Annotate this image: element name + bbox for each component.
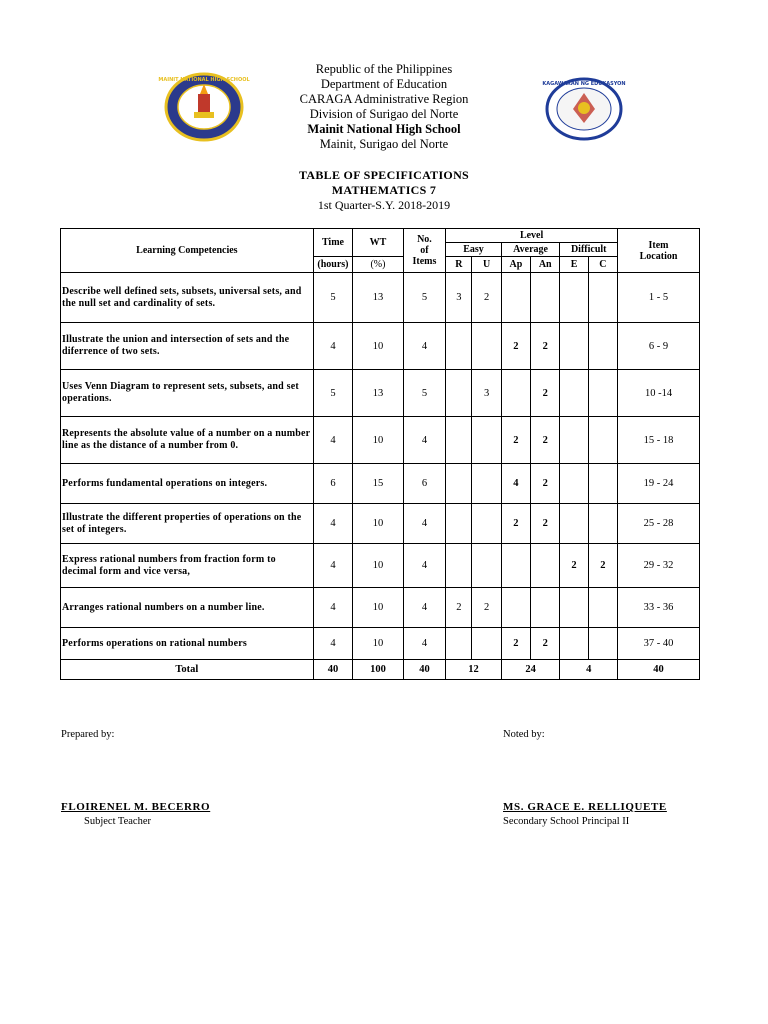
header-ap: Ap (501, 257, 530, 273)
header-items-items: Items (412, 256, 437, 267)
cell-u (472, 464, 501, 504)
noted-by-name: MS. GRACE E. RELLIQUETE (503, 801, 667, 813)
cell-an: 2 (531, 464, 560, 504)
cell-wt: 10 (353, 544, 404, 588)
cell-time: 4 (313, 504, 352, 544)
total-average: 24 (501, 660, 560, 680)
header-average: Average (501, 243, 560, 257)
cell-competency: Describe well defined sets, subsets, universal sets, and the null set and cardinality of sets. (61, 273, 314, 323)
cell-r (446, 464, 472, 504)
cell-an: 2 (531, 417, 560, 464)
cell-location: 6 - 9 (618, 323, 700, 370)
cell-r (446, 628, 472, 660)
cell-ap: 2 (501, 417, 530, 464)
prepared-by-name: FLOIRENEL M. BECERRO (61, 801, 211, 813)
cell-time: 4 (313, 628, 352, 660)
cell-time: 4 (313, 323, 352, 370)
table-row (61, 417, 700, 464)
cell-competency: Uses Venn Diagram to represent sets, subsets, and set operations. (61, 370, 314, 417)
cell-u (472, 417, 501, 464)
cell-c (588, 504, 617, 544)
header-wt-unit: (%) (353, 257, 404, 273)
document-header (0, 62, 768, 152)
svg-text:MAINIT NATIONAL HIGH SCHOOL: MAINIT NATIONAL HIGH SCHOOL (158, 77, 250, 83)
cell-c (588, 370, 617, 417)
cell-ap (501, 370, 530, 417)
table-row (61, 464, 700, 504)
cell-u: 3 (472, 370, 501, 417)
cell-wt: 10 (353, 628, 404, 660)
cell-c (588, 417, 617, 464)
cell-ap (501, 544, 530, 588)
total-row (61, 660, 700, 680)
school-address: Mainit, Surigao del Norte (319, 137, 449, 151)
cell-e (560, 464, 588, 504)
cell-wt: 10 (353, 323, 404, 370)
table-row (61, 370, 700, 417)
cell-time: 4 (313, 544, 352, 588)
prepared-by-title: Subject Teacher (84, 816, 151, 827)
cell-items: 4 (403, 417, 445, 464)
header-level: Level (446, 229, 618, 243)
cell-ap: 2 (501, 504, 530, 544)
header-wt: WT (353, 229, 404, 257)
cell-u (472, 323, 501, 370)
cell-items: 4 (403, 544, 445, 588)
total-time: 40 (313, 660, 352, 680)
header-competencies: Learning Competencies (61, 229, 314, 273)
department-line: Department of Education (320, 77, 448, 91)
cell-ap (501, 273, 530, 323)
cell-ap: 4 (501, 464, 530, 504)
cell-ap: 2 (501, 628, 530, 660)
header-item-location-1: Item (648, 239, 669, 251)
header-items-of: of (420, 245, 429, 256)
cell-competency: Performs operations on rational numbers (61, 628, 314, 660)
table-body (61, 273, 700, 680)
region-line: CARAGA Administrative Region (299, 92, 469, 106)
title-line-3: 1st Quarter-S.Y. 2018-2019 (317, 198, 451, 212)
cell-e (560, 504, 588, 544)
cell-c (588, 273, 617, 323)
cell-r (446, 323, 472, 370)
republic-line: Republic of the Philippines (315, 62, 453, 76)
cell-an: 2 (531, 628, 560, 660)
cell-an: 2 (531, 504, 560, 544)
cell-e (560, 370, 588, 417)
header-items-no: No. (417, 234, 432, 245)
total-items: 40 (403, 660, 445, 680)
title-line-2: MATHEMATICS 7 (331, 183, 437, 197)
cell-u: 2 (472, 273, 501, 323)
total-difficult: 4 (560, 660, 618, 680)
cell-location: 1 - 5 (618, 273, 700, 323)
cell-location: 33 - 36 (618, 588, 700, 628)
cell-wt: 10 (353, 417, 404, 464)
cell-time: 5 (313, 370, 352, 417)
cell-wt: 10 (353, 588, 404, 628)
cell-u (472, 628, 501, 660)
cell-competency: Performs fundamental operations on integers. (61, 464, 314, 504)
cell-location: 19 - 24 (618, 464, 700, 504)
cell-competency: Illustrate the union and intersection of sets and the diferrence of two sets. (61, 323, 314, 370)
cell-items: 5 (403, 370, 445, 417)
cell-time: 6 (313, 464, 352, 504)
cell-e (560, 588, 588, 628)
cell-c (588, 588, 617, 628)
cell-competency: Express rational numbers from fraction form to decimal form and vice versa, (61, 544, 314, 588)
cell-e (560, 417, 588, 464)
cell-u (472, 504, 501, 544)
division-line: Division of Surigao del Norte (309, 107, 459, 121)
table-row (61, 323, 700, 370)
header-items (403, 229, 445, 273)
cell-time: 5 (313, 273, 352, 323)
cell-items: 4 (403, 628, 445, 660)
header-time: Time (313, 229, 352, 257)
header-r: R (446, 257, 472, 273)
total-label: Total (61, 660, 314, 680)
cell-an: 2 (531, 370, 560, 417)
cell-wt: 13 (353, 370, 404, 417)
total-easy: 12 (446, 660, 502, 680)
cell-wt: 13 (353, 273, 404, 323)
header-u: U (472, 257, 501, 273)
cell-c (588, 323, 617, 370)
cell-time: 4 (313, 588, 352, 628)
table-row (61, 588, 700, 628)
header-c: C (588, 257, 617, 273)
header-an: An (531, 257, 560, 273)
svg-text:KAGAWARAN NG EDUKASYON: KAGAWARAN NG EDUKASYON (542, 81, 626, 87)
cell-ap (501, 588, 530, 628)
table-row (61, 504, 700, 544)
cell-r: 2 (446, 588, 472, 628)
cell-e (560, 323, 588, 370)
cell-location: 25 - 28 (618, 504, 700, 544)
noted-by-title: Secondary School Principal II (503, 816, 630, 827)
header-difficult: Difficult (560, 243, 618, 257)
cell-e (560, 273, 588, 323)
cell-time: 4 (313, 417, 352, 464)
cell-location: 37 - 40 (618, 628, 700, 660)
header-item-location-2: Location (639, 250, 678, 262)
cell-r (446, 544, 472, 588)
cell-items: 4 (403, 588, 445, 628)
cell-ap: 2 (501, 323, 530, 370)
table-of-specifications (60, 228, 700, 680)
cell-location: 10 -14 (618, 370, 700, 417)
cell-items: 5 (403, 273, 445, 323)
cell-e (560, 628, 588, 660)
cell-competency: Arranges rational numbers on a number line. (61, 588, 314, 628)
table-row (61, 544, 700, 588)
cell-r (446, 504, 472, 544)
cell-location: 29 - 32 (618, 544, 700, 588)
cell-r: 3 (446, 273, 472, 323)
cell-items: 6 (403, 464, 445, 504)
cell-an (531, 273, 560, 323)
cell-c: 2 (588, 544, 617, 588)
document-title (0, 168, 768, 213)
header-easy: Easy (446, 243, 502, 257)
table-row (61, 628, 700, 660)
cell-competency: Illustrate the different properties of operations on the set of integers. (61, 504, 314, 544)
cell-c (588, 628, 617, 660)
cell-items: 4 (403, 504, 445, 544)
cell-items: 4 (403, 323, 445, 370)
cell-r (446, 370, 472, 417)
cell-u: 2 (472, 588, 501, 628)
school-name: Mainit National High School (307, 122, 461, 136)
cell-c (588, 464, 617, 504)
header-item-location (618, 229, 700, 273)
cell-location: 15 - 18 (618, 417, 700, 464)
cell-wt: 10 (353, 504, 404, 544)
cell-u (472, 544, 501, 588)
title-line-1: TABLE OF SPECIFICATIONS (298, 168, 470, 182)
table-row (61, 273, 700, 323)
header-e: E (560, 257, 588, 273)
cell-r (446, 417, 472, 464)
cell-an (531, 588, 560, 628)
cell-competency: Represents the absolute value of a number on a number line as the distance of a number from 0. (61, 417, 314, 464)
header-time-unit: (hours) (313, 257, 352, 273)
cell-wt: 15 (353, 464, 404, 504)
cell-e: 2 (560, 544, 588, 588)
cell-an (531, 544, 560, 588)
total-wt: 100 (353, 660, 404, 680)
prepared-by-label: Prepared by: (61, 729, 115, 740)
total-location: 40 (618, 660, 700, 680)
cell-an: 2 (531, 323, 560, 370)
noted-by-label: Noted by: (503, 729, 545, 740)
